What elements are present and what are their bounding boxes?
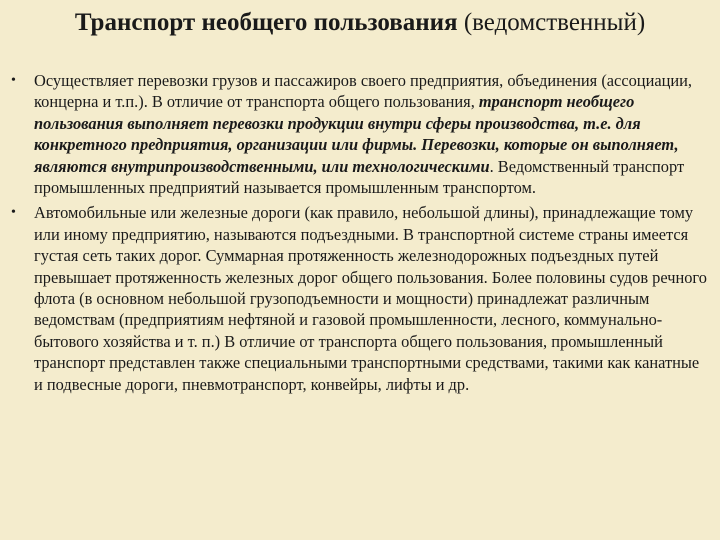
- bullet-2-text: Автомобильные или железные дороги (как правило, небольшой длины), принадлежащие тому или иному предприятию, называются подъездными. В транспортной системе страны имеется густая сеть таких дорог. Суммарная протяженность железнодорожных подъездных путей превышает протяженность железных дорог общего пользования. Более половины судов речного флота (в основном небольшой грузоподъемности и мощности) принадлежат различным ведомствам (предприятиям нефтяной и газовой промышленности, лесного, коммунально-бытового хозяйства и т. п.) В отличие от транспорта общего пользования, промышленный транспорт представлен также специальными транспортными средствами, такими как канатные и подвесные дороги, пневмотранспорт, конвейры, лифты и др.: [34, 203, 707, 394]
- bullet-icon: •: [11, 205, 16, 221]
- bullet-list: [0, 70, 720, 399]
- bullet-item-1: [0, 70, 720, 198]
- bullet-item-2: [0, 202, 720, 395]
- bullet-icon: •: [11, 73, 16, 88]
- title-bold: Транспорт необщего пользования: [74, 9, 458, 36]
- bullet-1-text-b: . Ведомственный транспорт промышленных предприятий называется промышленным транспортом.: [34, 156, 685, 198]
- slide-title: [0, 8, 720, 38]
- bullet-1-text-emphasis: транспорт необщего пользования выполняет перевозки продукции внутри сферы производства, т.е. для конкретного предприятия, организации или фирмы. Перевозки, которые он выполняет, являются внутрипроизводственными, или технологическими: [34, 92, 679, 176]
- title-normal: (ведомственный): [457, 9, 646, 36]
- bullet-1-text-a: Осуществляет перевозки грузов и пассажиров своего предприятия, объединения (ассоциации, концерна и т.п.). В отличие от транспорта общего пользования,: [34, 71, 693, 112]
